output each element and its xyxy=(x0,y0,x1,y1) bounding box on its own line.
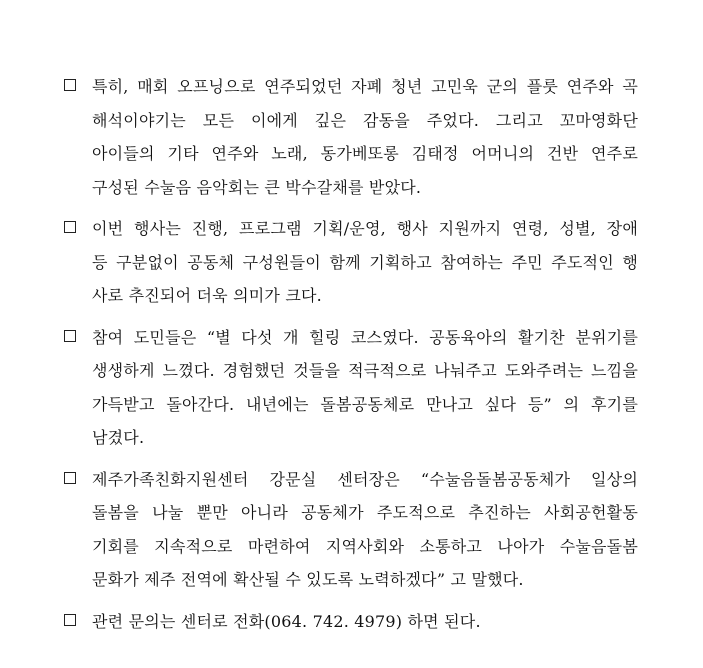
paragraph-line: 관련 문의는 센터로 전화(064. 742. 4979) 하면 된다. xyxy=(92,611,481,631)
paragraph-line: 해석이야기는 모든 이에게 깊은 감동을 주었다. 그리고 꼬마영화단 xyxy=(92,110,638,130)
bullet-paragraph xyxy=(62,212,638,313)
bullet-paragraph xyxy=(62,463,638,597)
paragraph-line: 특히, 매회 오프닝으로 연주되었던 자폐 청년 고민욱 군의 플룻 연주와 곡 xyxy=(92,77,638,96)
paragraph-line: 기회를 지속적으로 마련하여 지역사회와 소통하고 나아가 수눌음돌봄 xyxy=(92,536,638,556)
paragraph-line: 남겼다. xyxy=(92,428,145,447)
square-bullet-icon xyxy=(64,472,76,484)
paragraph-line: 등 구분없이 공동체 구성원들이 함께 기획하고 참여하는 주민 주도적인 행 xyxy=(92,252,638,272)
bullet-paragraph xyxy=(62,605,638,639)
paragraph-line: 이번 행사는 진행, 프로그램 기획/운영, 행사 지원까지 연령, 성별, 장애 xyxy=(92,219,638,238)
paragraph-line: 참여 도민들은 “별 다섯 개 힐링 코스였다. 공동육아의 활기찬 분위기를 xyxy=(92,327,638,347)
paragraph-line: 문화가 제주 전역에 확산될 수 있도록 노력하겠다” 고 말했다. xyxy=(92,570,524,589)
square-bullet-icon xyxy=(64,614,76,626)
square-bullet-icon xyxy=(64,79,76,91)
paragraph-line: 제주가족친화지원센터 강문실 센터장은 “수눌음돌봄공동체가 일상의 xyxy=(92,469,638,489)
bullet-paragraph xyxy=(62,70,638,204)
paragraph-line: 생생하게 느꼈다. 경험했던 것들을 적극적으로 나눠주고 도와주려는 느낌을 xyxy=(92,361,638,380)
square-bullet-icon xyxy=(64,221,76,233)
paragraph-line: 아이들의 기타 연주와 노래, 동가베또롱 김태정 어머니의 건반 연주로 xyxy=(92,144,638,163)
document-body xyxy=(62,70,638,646)
paragraph-line: 돌봄을 나눌 뿐만 아니라 공동체가 주도적으로 추진하는 사회공헌활동 xyxy=(92,503,638,522)
paragraph-line: 구성된 수눌음 음악회는 큰 박수갈채를 받았다. xyxy=(92,177,422,197)
paragraph-line: 사로 추진되어 더욱 의미가 크다. xyxy=(92,286,322,305)
paragraph-line: 가득받고 돌아간다. 내년에는 돌봄공동체로 만나고 싶다 등” 의 후기를 xyxy=(92,394,638,414)
square-bullet-icon xyxy=(64,330,76,342)
bullet-paragraph xyxy=(62,321,638,455)
